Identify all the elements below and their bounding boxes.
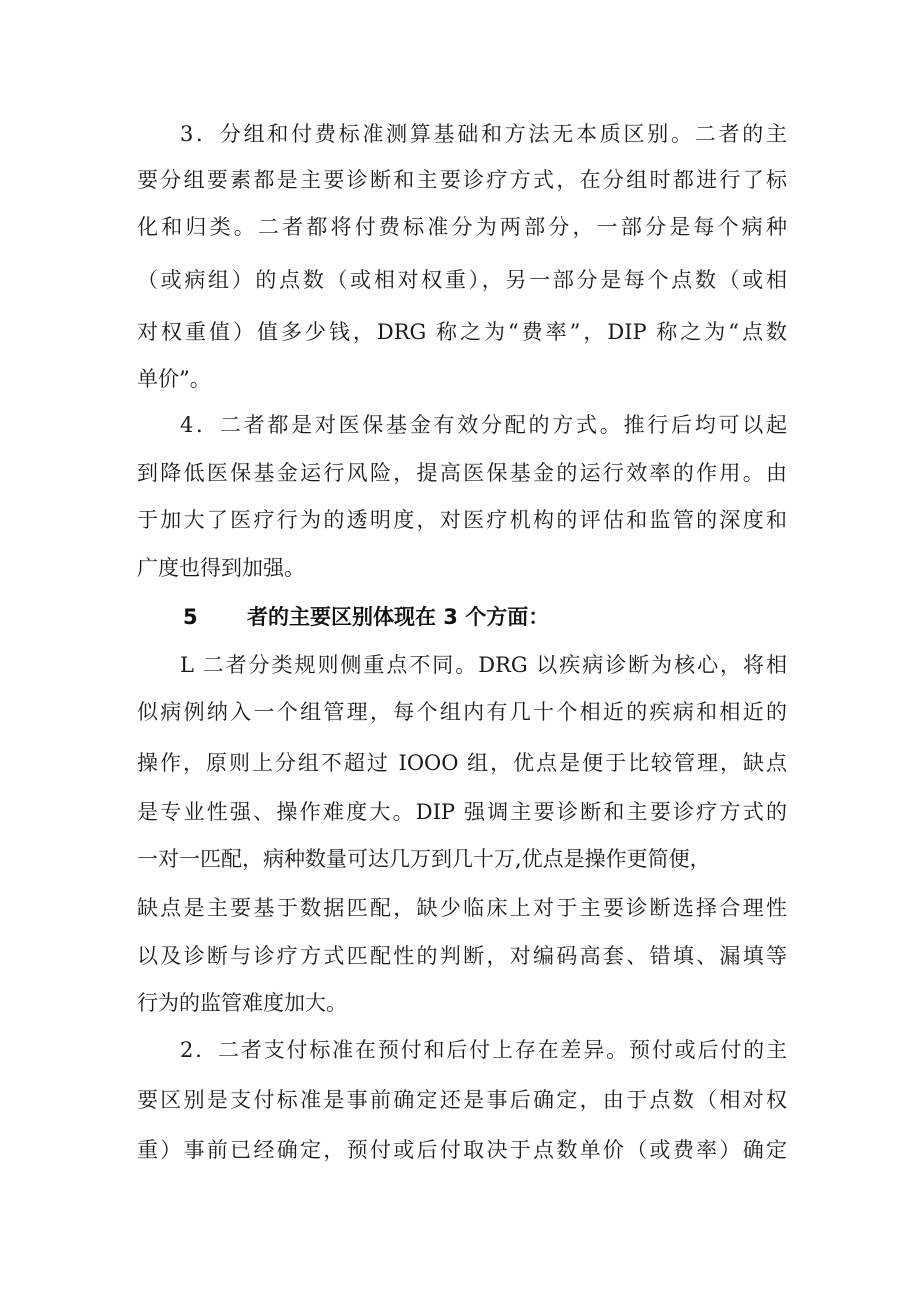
paragraph-line: 似病例纳入一个组管理，每个组内有几十个相近的疾病和相近的 <box>137 700 787 724</box>
paragraph-line: 单价”。 <box>137 367 211 391</box>
heading-text: 者的主要区别体现在 3 个方面： <box>247 605 550 629</box>
paragraph-line: 是专业性强、操作难度大。DIP 强调主要诊断和主要诊疗方式的 <box>137 800 787 824</box>
paragraph-line: 化和归类。二者都将付费标准分为两部分，一部分是每个病种 <box>137 215 787 239</box>
paragraph-line: 以及诊断与诊疗方式匹配性的判断，对编码高套、错填、漏填等 <box>137 944 787 968</box>
paragraph-line: 对权重值）值多少钱，DRG 称之为“费率”，DIP 称之为“点数 <box>137 320 787 344</box>
paragraph-line: 要分组要素都是主要诊断和主要诊疗方式，在分组时都进行了标 <box>137 168 787 192</box>
paragraph-line: 操作，原则上分组不超过 IOOO 组，优点是便于比较管理，缺点 <box>137 751 787 775</box>
paragraph-line: 行为的监管难度加大。 <box>137 991 347 1015</box>
paragraph-line: 重）事前已经确定，预付或后付取决于点数单价（或费率）确定 <box>137 1138 787 1162</box>
paragraph-line: 4．二者都是对医保基金有效分配的方式。推行后均可以起 <box>180 413 787 437</box>
paragraph-line: 要区别是支付标准是事前确定还是事后确定，由于点数（相对权 <box>137 1088 787 1112</box>
paragraph-line: 2．二者支付标准在预付和后付上存在差异。预付或后付的主 <box>180 1038 787 1062</box>
paragraph-line: 3．分组和付费标准测算基础和方法无本质区别。二者的主 <box>180 122 787 146</box>
heading-number: 5 <box>183 605 198 629</box>
paragraph-line: （或病组）的点数（或相对权重），另一部分是每个点数（或相 <box>137 268 787 292</box>
paragraph-line: 广度也得到加强。 <box>137 556 305 580</box>
paragraph-line: 于加大了医疗行为的透明度，对医疗机构的评估和监管的深度和 <box>137 508 787 532</box>
paragraph-line: 到降低医保基金运行风险，提高医保基金的运行效率的作用。由 <box>137 461 787 485</box>
paragraph-line: L 二者分类规则侧重点不同。DRG 以疾病诊断为核心，将相 <box>180 653 787 677</box>
paragraph-line: 一对一匹配，病种数量可达几万到几十万,优点是操作更简便， <box>137 847 711 871</box>
paragraph-line: 缺点是主要基于数据匹配，缺少临床上对于主要诊断选择合理性 <box>137 896 787 920</box>
